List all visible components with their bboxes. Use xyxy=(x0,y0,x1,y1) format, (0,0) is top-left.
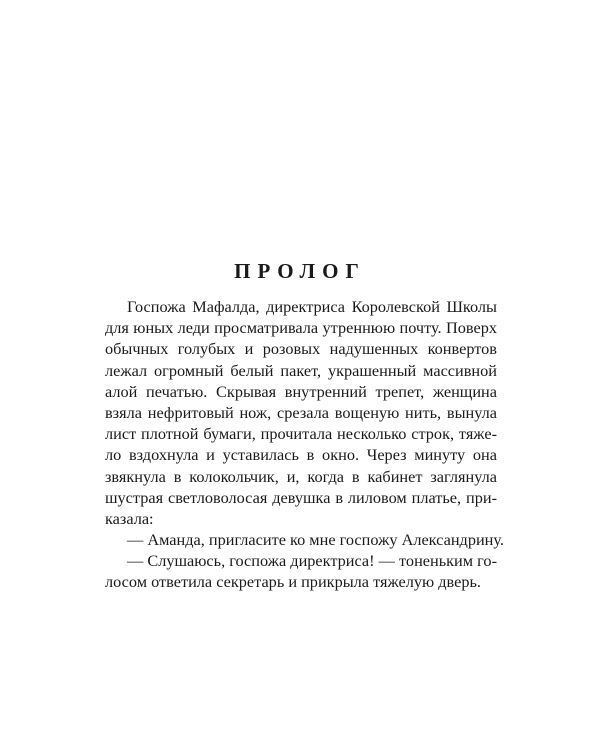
text-line: ло вздохнула и уставилась в окно. Через минуту она xyxy=(105,445,497,465)
chapter-text xyxy=(105,296,504,593)
text-line: Госпожа Мафалда, директриса Королевской Школы xyxy=(127,297,497,316)
text-line: для юных леди просматривала утреннюю почту. Поверх xyxy=(105,318,497,338)
dialogue-line: — Аманда, пригласите ко мне госпожу Александрину. xyxy=(127,530,504,550)
text-line: алой печатью. Скрывая внутренний трепет, женщина xyxy=(105,381,497,401)
text-line: взяла нефритовый нож, срезала вощеную нить, вынула xyxy=(105,402,497,422)
chapter-title: ПРОЛОГ xyxy=(234,259,366,283)
text-line: обычных голубых и розовых надушенных конвертов xyxy=(105,339,497,359)
text-line: казала: xyxy=(105,508,154,528)
text-line: звякнула в колокольчик, и, когда в кабинет заглянула xyxy=(105,466,497,486)
dialogue-line: — Слушаюсь, госпожа директриса! — тоненьким го- xyxy=(127,551,497,571)
text-line: лист плотной бумаги, прочитала несколько строк, тяже- xyxy=(105,424,497,444)
text-line: лосом ответила секретарь и прикрыла тяжелую дверь. xyxy=(105,572,481,592)
text-line: шустрая светловолосая девушка в лиловом платье, при- xyxy=(105,487,497,507)
text-line: лежал огромный белый пакет, украшенный массивной xyxy=(105,360,497,380)
